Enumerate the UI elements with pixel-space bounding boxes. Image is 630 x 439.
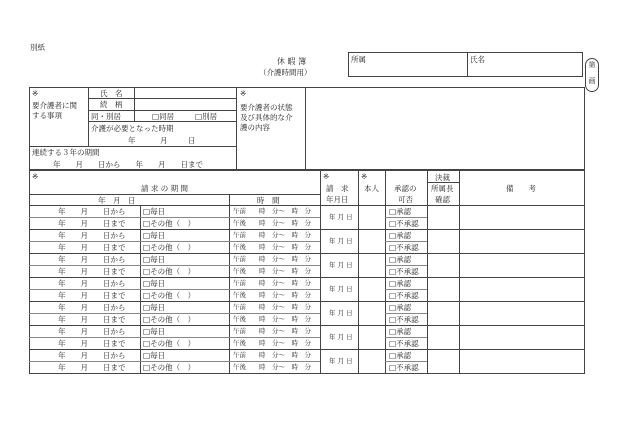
row-to-date: 年 月 日まで (58, 291, 126, 300)
row-disapprove-checkbox[interactable]: □不承認 (389, 291, 419, 300)
decision-header: 決裁 (435, 173, 450, 182)
self-mark: ※ (361, 172, 368, 181)
row-other-checkbox[interactable]: □その他（ ） (143, 363, 196, 372)
row-disapprove-checkbox[interactable]: □不承認 (389, 363, 419, 372)
row-request-date: 年 月 日 (329, 261, 353, 269)
row-approve-checkbox[interactable]: □承認 (389, 279, 412, 288)
row-pm-time: 午後 時 分～ 時 分 (233, 339, 311, 347)
date-column-header: 年 月 日 (98, 196, 136, 205)
row-am-time: 午前 時 分～ 時 分 (233, 351, 311, 359)
row-daily-checkbox[interactable]: □毎日 (143, 351, 166, 360)
patient-name-label: 氏 名 (100, 89, 123, 98)
care-matter-label-2: する事項 (32, 111, 62, 120)
attachment-label: 別紙 (30, 43, 45, 52)
row-approve-checkbox[interactable]: □承認 (389, 327, 412, 336)
row-from-date: 年 月 日から (58, 207, 126, 216)
care-state-mark: ※ (240, 89, 247, 98)
row-from-date: 年 月 日から (58, 255, 126, 264)
row-approve-checkbox[interactable]: □承認 (389, 351, 412, 360)
care-state-label-2: 及び具体的な介 (240, 113, 293, 122)
row-pm-time: 午後 時 分～ 時 分 (233, 363, 311, 371)
form-subtitle: （介護時間用） (259, 68, 312, 77)
row-am-time: 午前 時 分～ 時 分 (233, 231, 311, 239)
row-to-date: 年 月 日まで (58, 339, 126, 348)
care-state-content-box (305, 87, 585, 170)
row-request-date: 年 月 日 (329, 285, 353, 293)
approval-header-1: 承認の (394, 184, 417, 193)
row-disapprove-checkbox[interactable]: □不承認 (389, 243, 419, 252)
care-matter-label-1: 要介護者に関 (32, 101, 77, 110)
row-approve-checkbox[interactable]: □承認 (389, 303, 412, 312)
row-other-checkbox[interactable]: □その他（ ） (143, 267, 196, 276)
row-request-date: 年 月 日 (329, 309, 353, 317)
row-other-checkbox[interactable]: □その他（ ） (143, 219, 196, 228)
row-to-date: 年 月 日まで (58, 315, 126, 324)
row-from-date: 年 月 日から (58, 303, 126, 312)
row-approve-checkbox[interactable]: □承認 (389, 207, 412, 216)
row-to-date: 年 月 日まで (58, 219, 126, 228)
table-mark: ※ (32, 172, 39, 181)
care-need-period-label: 介護が必要となった時期 (91, 124, 174, 133)
row-am-time: 午前 時 分～ 時 分 (233, 279, 311, 287)
time-column-header: 時 間 (257, 196, 280, 205)
row-to-date: 年 月 日まで (58, 363, 126, 372)
form-title: 休 暇 簿 (277, 57, 307, 66)
row-approve-checkbox[interactable]: □承認 (389, 255, 412, 264)
care-need-day: 日 (188, 136, 196, 145)
cohabit-checkbox[interactable]: □同居 (152, 112, 175, 121)
request-period-header: 請 求 の 期 間 (141, 184, 189, 193)
row-other-checkbox[interactable]: □その他（ ） (143, 339, 196, 348)
chief-confirm-header-2: 確認 (435, 195, 450, 204)
row-daily-checkbox[interactable]: □毎日 (143, 255, 166, 264)
care-state-label-1: 要介護者の状態 (240, 103, 293, 112)
row-disapprove-checkbox[interactable]: □不承認 (389, 315, 419, 324)
row-daily-checkbox[interactable]: □毎日 (143, 327, 166, 336)
self-header: 本人 (364, 184, 379, 193)
row-request-date: 年 月 日 (329, 237, 353, 245)
row-to-date: 年 月 日まで (58, 267, 126, 276)
row-request-date: 年 月 日 (329, 357, 353, 365)
care-need-year: 年 (128, 136, 136, 145)
request-date-header-2: 年月日 (326, 195, 349, 204)
page-number-box (585, 58, 599, 92)
dept-box (348, 52, 468, 77)
name-label: 氏名 (470, 55, 485, 64)
dept-label: 所属 (351, 55, 366, 64)
row-request-date: 年 月 日 (329, 213, 353, 221)
row-daily-checkbox[interactable]: □毎日 (143, 279, 166, 288)
row-other-checkbox[interactable]: □その他（ ） (143, 291, 196, 300)
continuous-period-line: 年 月 日から 年 月 日まで (53, 160, 203, 169)
chief-confirm-header-1: 所属長 (431, 184, 454, 193)
row-other-checkbox[interactable]: □その他（ ） (143, 315, 196, 324)
row-from-date: 年 月 日から (58, 351, 126, 360)
row-from-date: 年 月 日から (58, 327, 126, 336)
continuous-period-label: 連続する３年の期間 (32, 148, 100, 157)
row-am-time: 午前 時 分～ 時 分 (233, 327, 311, 335)
remarks-header: 備 考 (506, 184, 536, 193)
row-pm-time: 午後 時 分～ 時 分 (233, 243, 311, 251)
row-am-time: 午前 時 分～ 時 分 (233, 303, 311, 311)
care-matter-mark: ※ (32, 89, 39, 98)
row-am-time: 午前 時 分～ 時 分 (233, 255, 311, 263)
row-other-checkbox[interactable]: □その他（ ） (143, 243, 196, 252)
row-disapprove-checkbox[interactable]: □不承認 (389, 219, 419, 228)
page-label-2: 画 (588, 77, 596, 85)
care-state-label-3: 護の内容 (240, 123, 270, 132)
page-label-1: 第 (588, 61, 596, 69)
care-need-month: 月 (160, 136, 168, 145)
request-date-mark: ※ (323, 172, 330, 181)
row-pm-time: 午後 時 分～ 時 分 (233, 315, 311, 323)
living-arrangement-label: 同・別居 (91, 112, 121, 121)
row-daily-checkbox[interactable]: □毎日 (143, 303, 166, 312)
approval-header-2: 可否 (398, 195, 413, 204)
row-approve-checkbox[interactable]: □承認 (389, 231, 412, 240)
row-pm-time: 午後 時 分～ 時 分 (233, 219, 311, 227)
row-from-date: 年 月 日から (58, 231, 126, 240)
row-pm-time: 午後 時 分～ 時 分 (233, 267, 311, 275)
row-pm-time: 午後 時 分～ 時 分 (233, 291, 311, 299)
row-to-date: 年 月 日まで (58, 243, 126, 252)
separate-checkbox[interactable]: □別居 (195, 112, 218, 121)
row-am-time: 午前 時 分～ 時 分 (233, 207, 311, 215)
row-disapprove-checkbox[interactable]: □不承認 (389, 339, 419, 348)
row-disapprove-checkbox[interactable]: □不承認 (389, 267, 419, 276)
row-daily-checkbox[interactable]: □毎日 (143, 231, 166, 240)
relationship-label: 続 柄 (100, 100, 123, 109)
row-daily-checkbox[interactable]: □毎日 (143, 207, 166, 216)
request-date-header-1: 請 求 (326, 184, 349, 193)
row-request-date: 年 月 日 (329, 333, 353, 341)
row-from-date: 年 月 日から (58, 279, 126, 288)
